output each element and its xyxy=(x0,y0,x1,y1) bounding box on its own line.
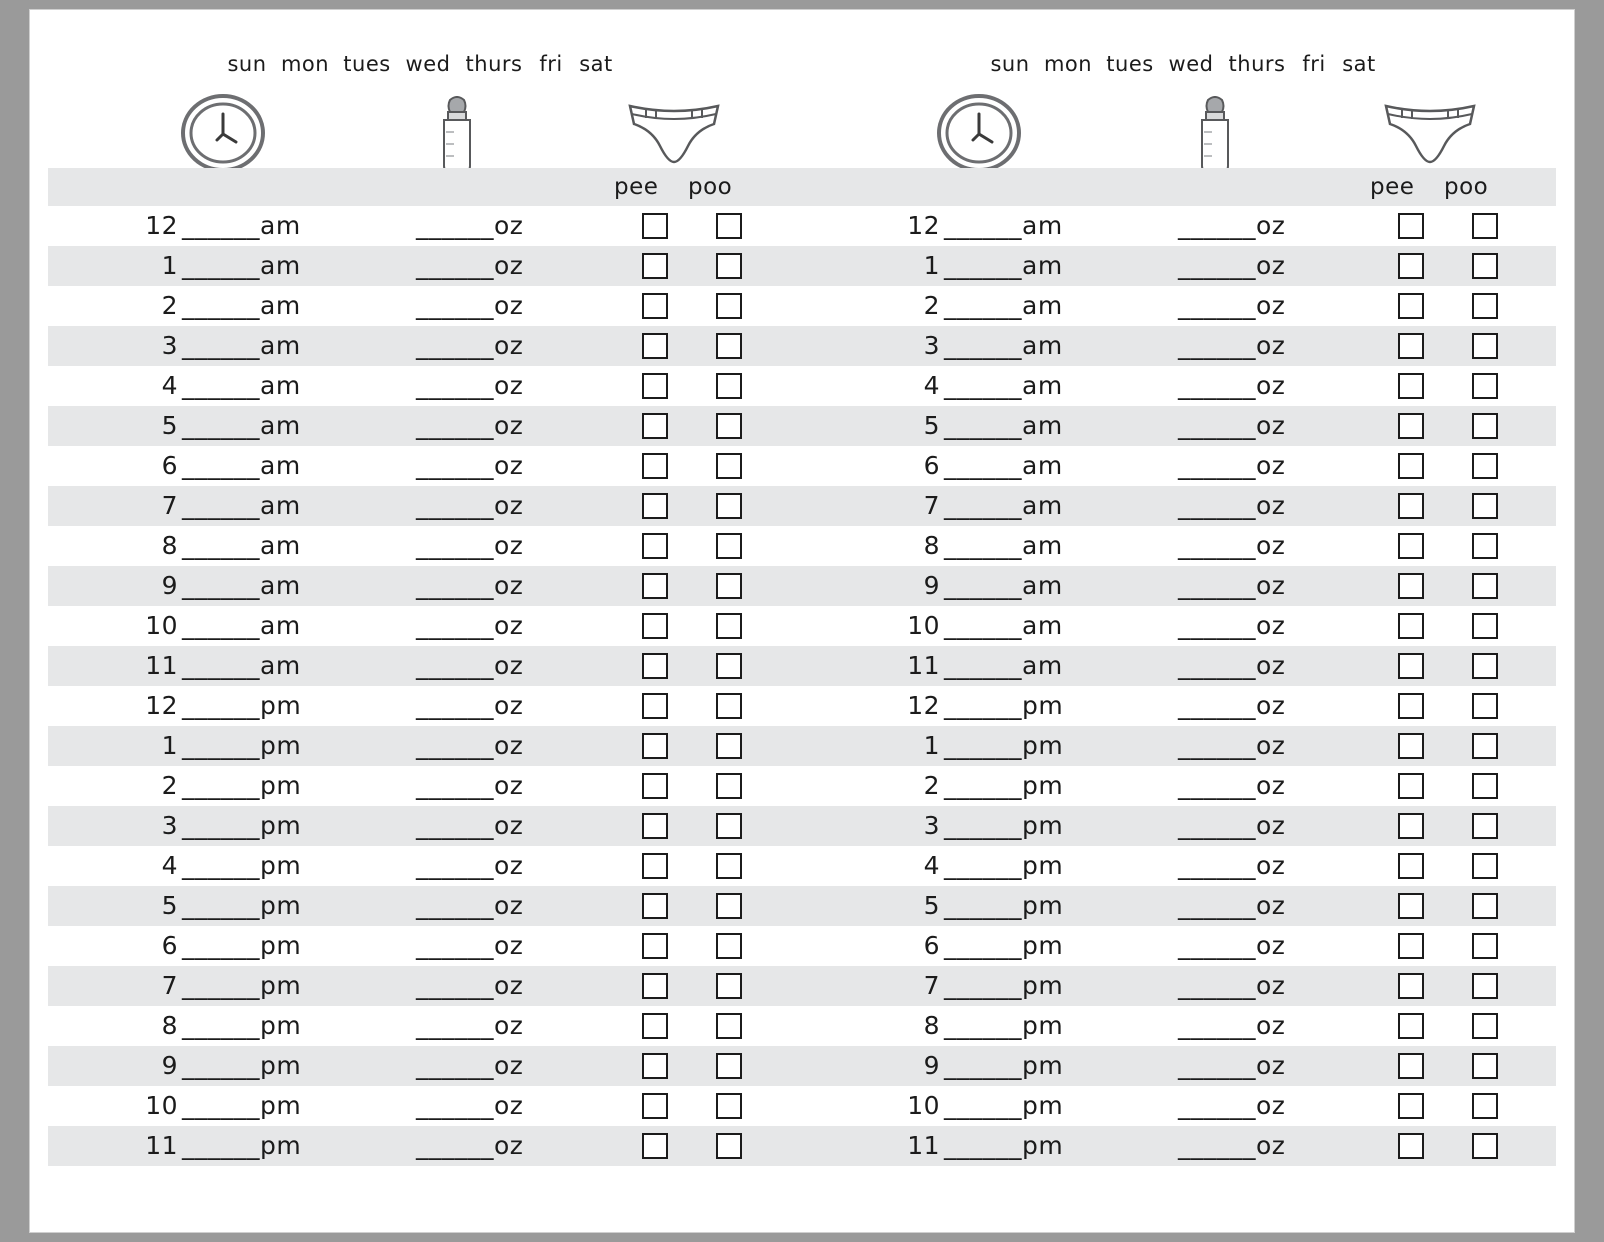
ounces-blank-field[interactable]: ______oz xyxy=(1178,251,1286,280)
hour-label: 12 xyxy=(907,691,940,720)
day-tues-right[interactable]: tues xyxy=(1106,52,1154,76)
time-blank-field[interactable]: ______pm xyxy=(944,931,1064,960)
time-blank-field[interactable]: ______am xyxy=(182,331,301,360)
poo-checkbox[interactable] xyxy=(1472,573,1498,599)
ounces-blank-field[interactable]: ______oz xyxy=(416,1051,524,1080)
time-blank-field[interactable]: ______pm xyxy=(182,731,302,760)
poo-checkbox[interactable] xyxy=(716,253,742,279)
hour-label: 9 xyxy=(923,571,940,600)
poo-checkbox[interactable] xyxy=(1472,413,1498,439)
ounces-blank-field[interactable]: ______oz xyxy=(416,731,524,760)
table-row xyxy=(48,366,1556,406)
day-thurs-right[interactable]: thurs xyxy=(1228,52,1286,76)
clock-icon-right xyxy=(936,92,1022,178)
table-row xyxy=(48,686,1556,726)
ounces-blank-field[interactable]: ______oz xyxy=(416,411,524,440)
diaper-icon-right xyxy=(1382,100,1478,170)
time-blank-field[interactable]: ______pm xyxy=(182,1051,302,1080)
table-row xyxy=(48,1126,1556,1166)
pee-checkbox[interactable] xyxy=(1398,973,1424,999)
ounces-blank-field[interactable]: ______oz xyxy=(416,1011,524,1040)
pee-checkbox[interactable] xyxy=(642,733,668,759)
bottle-icon-left xyxy=(428,96,486,178)
poo-checkbox[interactable] xyxy=(716,1013,742,1039)
hour-label: 11 xyxy=(907,1131,940,1160)
table-row xyxy=(48,606,1556,646)
hour-label: 6 xyxy=(923,451,940,480)
hour-label: 6 xyxy=(161,451,178,480)
hour-label: 8 xyxy=(161,1011,178,1040)
time-blank-field[interactable]: ______am xyxy=(182,611,301,640)
poo-checkbox[interactable] xyxy=(716,853,742,879)
hour-label: 9 xyxy=(161,1051,178,1080)
ounces-blank-field[interactable]: ______oz xyxy=(416,251,524,280)
ounces-blank-field[interactable]: ______oz xyxy=(1178,851,1286,880)
table-row xyxy=(48,926,1556,966)
table-row xyxy=(48,726,1556,766)
poo-checkbox[interactable] xyxy=(1472,453,1498,479)
poo-checkbox[interactable] xyxy=(1472,853,1498,879)
hour-label: 7 xyxy=(161,491,178,520)
pee-checkbox[interactable] xyxy=(642,1053,668,1079)
pee-checkbox[interactable] xyxy=(642,373,668,399)
pee-checkbox[interactable] xyxy=(642,453,668,479)
time-blank-field[interactable]: ______am xyxy=(944,531,1063,560)
ounces-blank-field[interactable]: ______oz xyxy=(1178,331,1286,360)
ounces-blank-field[interactable]: ______oz xyxy=(1178,411,1286,440)
pee-checkbox[interactable] xyxy=(642,213,668,239)
poo-checkbox[interactable] xyxy=(716,653,742,679)
pee-checkbox[interactable] xyxy=(642,573,668,599)
chart-sheet xyxy=(30,10,1574,1232)
ounces-blank-field[interactable]: ______oz xyxy=(416,451,524,480)
hour-label: 4 xyxy=(923,371,940,400)
hour-label: 10 xyxy=(907,1091,940,1120)
hour-label: 4 xyxy=(923,851,940,880)
day-wed-right[interactable]: wed xyxy=(1168,52,1214,76)
ounces-blank-field[interactable]: ______oz xyxy=(1178,491,1286,520)
hour-label: 11 xyxy=(145,651,178,680)
poo-checkbox[interactable] xyxy=(1472,933,1498,959)
table-row xyxy=(48,246,1556,286)
hour-label: 3 xyxy=(161,811,178,840)
pee-checkbox[interactable] xyxy=(642,1013,668,1039)
pee-checkbox[interactable] xyxy=(1398,293,1424,319)
hour-label: 9 xyxy=(161,571,178,600)
worksheet-page xyxy=(30,10,1574,1232)
ounces-blank-field[interactable]: ______oz xyxy=(1178,531,1286,560)
poo-checkbox[interactable] xyxy=(716,893,742,919)
hour-label: 5 xyxy=(161,411,178,440)
poo-checkbox[interactable] xyxy=(716,293,742,319)
table-row xyxy=(48,886,1556,926)
table-row xyxy=(48,526,1556,566)
pee-checkbox[interactable] xyxy=(1398,853,1424,879)
time-blank-field[interactable]: ______pm xyxy=(944,851,1064,880)
table-row xyxy=(48,766,1556,806)
poo-checkbox[interactable] xyxy=(716,693,742,719)
poo-checkbox[interactable] xyxy=(1472,213,1498,239)
ounces-blank-field[interactable]: ______oz xyxy=(416,531,524,560)
day-mon-left[interactable]: mon xyxy=(280,52,330,76)
time-blank-field[interactable]: ______am xyxy=(182,371,301,400)
poo-checkbox[interactable] xyxy=(716,1093,742,1119)
poo-checkbox[interactable] xyxy=(1472,493,1498,519)
hour-label: 11 xyxy=(907,651,940,680)
time-blank-field[interactable]: ______pm xyxy=(182,1011,302,1040)
hour-label: 2 xyxy=(161,771,178,800)
poo-checkbox[interactable] xyxy=(1472,973,1498,999)
days-of-week-left xyxy=(220,52,620,76)
poo-checkbox[interactable] xyxy=(1472,1133,1498,1159)
pee-checkbox[interactable] xyxy=(642,933,668,959)
pee-checkbox[interactable] xyxy=(1398,773,1424,799)
pee-checkbox[interactable] xyxy=(1398,893,1424,919)
time-blank-field[interactable]: ______pm xyxy=(182,1131,302,1160)
poo-checkbox[interactable] xyxy=(716,493,742,519)
ounces-blank-field[interactable]: ______oz xyxy=(1178,971,1286,1000)
table-row xyxy=(48,326,1556,366)
poo-checkbox[interactable] xyxy=(716,533,742,559)
hour-label: 2 xyxy=(161,291,178,320)
time-blank-field[interactable]: ______pm xyxy=(182,931,302,960)
hour-label: 3 xyxy=(923,811,940,840)
hour-label: 3 xyxy=(161,331,178,360)
day-sun-left[interactable]: sun xyxy=(227,52,267,76)
pee-checkbox[interactable] xyxy=(642,653,668,679)
ounces-blank-field[interactable]: ______oz xyxy=(1178,891,1286,920)
hour-label: 1 xyxy=(161,251,178,280)
pee-checkbox[interactable] xyxy=(1398,373,1424,399)
day-sat-right[interactable]: sat xyxy=(1342,52,1376,76)
pee-checkbox[interactable] xyxy=(1398,413,1424,439)
time-blank-field[interactable]: ______pm xyxy=(182,891,302,920)
poo-checkbox[interactable] xyxy=(1472,333,1498,359)
poo-checkbox[interactable] xyxy=(716,213,742,239)
pee-checkbox[interactable] xyxy=(1398,213,1424,239)
hour-label: 6 xyxy=(923,931,940,960)
bottle-icon-right xyxy=(1186,96,1244,178)
poo-checkbox[interactable] xyxy=(716,453,742,479)
table-row xyxy=(48,406,1556,446)
ounces-blank-field[interactable]: ______oz xyxy=(416,1091,524,1120)
time-blank-field[interactable]: ______am xyxy=(944,371,1063,400)
poo-checkbox[interactable] xyxy=(716,613,742,639)
pee-checkbox[interactable] xyxy=(642,333,668,359)
table-row xyxy=(48,206,1556,246)
time-blank-field[interactable]: ______pm xyxy=(944,771,1064,800)
pee-checkbox[interactable] xyxy=(642,813,668,839)
pee-checkbox[interactable] xyxy=(1398,613,1424,639)
time-blank-field[interactable]: ______am xyxy=(182,211,301,240)
table-row xyxy=(48,1086,1556,1126)
hour-label: 4 xyxy=(161,851,178,880)
pee-checkbox[interactable] xyxy=(642,773,668,799)
poo-checkbox[interactable] xyxy=(716,413,742,439)
days-of-week-right xyxy=(983,52,1383,76)
time-blank-field[interactable]: ______am xyxy=(944,611,1063,640)
time-blank-field[interactable]: ______pm xyxy=(944,691,1064,720)
poo-checkbox[interactable] xyxy=(716,1133,742,1159)
hour-label: 12 xyxy=(145,211,178,240)
time-blank-field[interactable]: ______pm xyxy=(944,1011,1064,1040)
time-blank-field[interactable]: ______pm xyxy=(944,1051,1064,1080)
hour-label: 6 xyxy=(161,931,178,960)
ounces-blank-field[interactable]: ______oz xyxy=(416,651,524,680)
pee-checkbox[interactable] xyxy=(642,1133,668,1159)
pee-checkbox[interactable] xyxy=(1398,933,1424,959)
hour-label: 9 xyxy=(923,1051,940,1080)
pee-checkbox[interactable] xyxy=(642,613,668,639)
hour-label: 8 xyxy=(923,531,940,560)
time-blank-field[interactable]: ______am xyxy=(944,571,1063,600)
table-row xyxy=(48,446,1556,486)
pee-header-right: pee xyxy=(1370,174,1415,200)
clock-icon-left xyxy=(180,92,266,178)
hour-label: 7 xyxy=(161,971,178,1000)
hour-rows xyxy=(48,206,1556,1166)
ounces-blank-field[interactable]: ______oz xyxy=(416,891,524,920)
time-blank-field[interactable]: ______am xyxy=(182,531,301,560)
poo-checkbox[interactable] xyxy=(716,573,742,599)
ounces-blank-field[interactable]: ______oz xyxy=(416,211,524,240)
pee-checkbox[interactable] xyxy=(1398,493,1424,519)
ounces-blank-field[interactable]: ______oz xyxy=(1178,571,1286,600)
table-row xyxy=(48,966,1556,1006)
hour-label: 4 xyxy=(161,371,178,400)
ounces-blank-field[interactable]: ______oz xyxy=(1178,691,1286,720)
ounces-blank-field[interactable]: ______oz xyxy=(1178,731,1286,760)
pee-checkbox[interactable] xyxy=(1398,813,1424,839)
hour-label: 1 xyxy=(923,731,940,760)
poo-checkbox[interactable] xyxy=(1472,253,1498,279)
ounces-blank-field[interactable]: ______oz xyxy=(416,851,524,880)
day-sun-right[interactable]: sun xyxy=(990,52,1030,76)
table-row xyxy=(48,806,1556,846)
time-blank-field[interactable]: ______pm xyxy=(182,811,302,840)
poo-checkbox[interactable] xyxy=(716,973,742,999)
pee-checkbox[interactable] xyxy=(642,973,668,999)
time-blank-field[interactable]: ______am xyxy=(944,451,1063,480)
poo-header-left: poo xyxy=(688,174,733,200)
ounces-blank-field[interactable]: ______oz xyxy=(1178,611,1286,640)
time-blank-field[interactable]: ______am xyxy=(182,451,301,480)
ounces-blank-field[interactable]: ______oz xyxy=(416,931,524,960)
hour-label: 8 xyxy=(161,531,178,560)
poo-checkbox[interactable] xyxy=(716,733,742,759)
ounces-blank-field[interactable]: ______oz xyxy=(1178,211,1286,240)
time-blank-field[interactable]: ______pm xyxy=(944,731,1064,760)
hour-label: 10 xyxy=(907,611,940,640)
time-blank-field[interactable]: ______am xyxy=(944,211,1063,240)
hour-label: 10 xyxy=(145,611,178,640)
hour-label: 2 xyxy=(923,291,940,320)
pee-checkbox[interactable] xyxy=(1398,733,1424,759)
time-blank-field[interactable]: ______am xyxy=(944,411,1063,440)
ounces-blank-field[interactable]: ______oz xyxy=(1178,1051,1286,1080)
ounces-blank-field[interactable]: ______oz xyxy=(1178,291,1286,320)
time-blank-field[interactable]: ______pm xyxy=(182,851,302,880)
time-blank-field[interactable]: ______pm xyxy=(182,971,302,1000)
pee-checkbox[interactable] xyxy=(1398,253,1424,279)
poo-checkbox[interactable] xyxy=(1472,733,1498,759)
ounces-blank-field[interactable]: ______oz xyxy=(1178,931,1286,960)
day-fri-right[interactable]: fri xyxy=(1302,52,1326,76)
poo-checkbox[interactable] xyxy=(716,813,742,839)
hour-label: 1 xyxy=(923,251,940,280)
ounces-blank-field[interactable]: ______oz xyxy=(1178,651,1286,680)
time-blank-field[interactable]: ______pm xyxy=(944,811,1064,840)
hour-label: 8 xyxy=(923,1011,940,1040)
poo-checkbox[interactable] xyxy=(1472,893,1498,919)
time-blank-field[interactable]: ______am xyxy=(944,651,1063,680)
poo-checkbox[interactable] xyxy=(716,773,742,799)
ounces-blank-field[interactable]: ______oz xyxy=(1178,1091,1286,1120)
hour-label: 2 xyxy=(923,771,940,800)
day-mon-right[interactable]: mon xyxy=(1043,52,1093,76)
poo-checkbox[interactable] xyxy=(1472,293,1498,319)
ounces-blank-field[interactable]: ______oz xyxy=(1178,811,1286,840)
ounces-blank-field[interactable]: ______oz xyxy=(1178,771,1286,800)
table-row xyxy=(48,286,1556,326)
poo-checkbox[interactable] xyxy=(1472,1053,1498,1079)
time-blank-field[interactable]: ______pm xyxy=(182,691,302,720)
table-row xyxy=(48,1006,1556,1046)
time-blank-field[interactable]: ______am xyxy=(944,251,1063,280)
pee-checkbox[interactable] xyxy=(642,493,668,519)
hour-label: 5 xyxy=(923,891,940,920)
pee-checkbox[interactable] xyxy=(1398,333,1424,359)
table-row xyxy=(48,646,1556,686)
pee-checkbox[interactable] xyxy=(1398,1053,1424,1079)
table-row xyxy=(48,846,1556,886)
ounces-blank-field[interactable]: ______oz xyxy=(1178,1131,1286,1160)
pee-checkbox[interactable] xyxy=(1398,1013,1424,1039)
day-fri-left[interactable]: fri xyxy=(539,52,563,76)
poo-header-right: poo xyxy=(1444,174,1489,200)
pee-checkbox[interactable] xyxy=(642,853,668,879)
poo-checkbox[interactable] xyxy=(716,333,742,359)
pee-header-left: pee xyxy=(614,174,659,200)
hour-label: 11 xyxy=(145,1131,178,1160)
poo-checkbox[interactable] xyxy=(1472,533,1498,559)
ounces-blank-field[interactable]: ______oz xyxy=(416,971,524,1000)
ounces-blank-field[interactable]: ______oz xyxy=(416,771,524,800)
hour-label: 12 xyxy=(145,691,178,720)
ounces-blank-field[interactable]: ______oz xyxy=(1178,1011,1286,1040)
pee-checkbox[interactable] xyxy=(1398,573,1424,599)
day-thurs-left[interactable]: thurs xyxy=(465,52,523,76)
poo-checkbox[interactable] xyxy=(1472,1013,1498,1039)
time-blank-field[interactable]: ______pm xyxy=(944,891,1064,920)
day-sat-left[interactable]: sat xyxy=(579,52,613,76)
pee-checkbox[interactable] xyxy=(1398,453,1424,479)
ounces-blank-field[interactable]: ______oz xyxy=(416,291,524,320)
time-blank-field[interactable]: ______pm xyxy=(944,1131,1064,1160)
time-blank-field[interactable]: ______pm xyxy=(182,1091,302,1120)
time-blank-field[interactable]: ______am xyxy=(182,251,301,280)
pee-checkbox[interactable] xyxy=(1398,693,1424,719)
poo-checkbox[interactable] xyxy=(1472,613,1498,639)
hour-label: 1 xyxy=(161,731,178,760)
hour-label: 5 xyxy=(161,891,178,920)
time-blank-field[interactable]: ______am xyxy=(182,571,301,600)
poo-checkbox[interactable] xyxy=(1472,693,1498,719)
pee-checkbox[interactable] xyxy=(642,293,668,319)
pee-checkbox[interactable] xyxy=(642,893,668,919)
pee-checkbox[interactable] xyxy=(642,533,668,559)
time-blank-field[interactable]: ______am xyxy=(944,331,1063,360)
poo-checkbox[interactable] xyxy=(716,1053,742,1079)
time-blank-field[interactable]: ______am xyxy=(182,491,301,520)
time-blank-field[interactable]: ______pm xyxy=(944,971,1064,1000)
hour-label: 7 xyxy=(923,971,940,1000)
hour-label: 3 xyxy=(923,331,940,360)
column-header-strip xyxy=(48,168,1556,206)
pee-checkbox[interactable] xyxy=(642,413,668,439)
pee-checkbox[interactable] xyxy=(1398,653,1424,679)
time-blank-field[interactable]: ______am xyxy=(182,411,301,440)
ounces-blank-field[interactable]: ______oz xyxy=(416,1131,524,1160)
hour-label: 10 xyxy=(145,1091,178,1120)
poo-checkbox[interactable] xyxy=(1472,1093,1498,1119)
table-row xyxy=(48,486,1556,526)
ounces-blank-field[interactable]: ______oz xyxy=(1178,371,1286,400)
ounces-blank-field[interactable]: ______oz xyxy=(416,611,524,640)
ounces-blank-field[interactable]: ______oz xyxy=(416,811,524,840)
poo-checkbox[interactable] xyxy=(716,373,742,399)
poo-checkbox[interactable] xyxy=(1472,813,1498,839)
ounces-blank-field[interactable]: ______oz xyxy=(416,491,524,520)
ounces-blank-field[interactable]: ______oz xyxy=(416,371,524,400)
ounces-blank-field[interactable]: ______oz xyxy=(416,571,524,600)
hour-label: 5 xyxy=(923,411,940,440)
diaper-icon-left xyxy=(626,100,722,170)
poo-checkbox[interactable] xyxy=(1472,653,1498,679)
ounces-blank-field[interactable]: ______oz xyxy=(416,331,524,360)
time-blank-field[interactable]: ______am xyxy=(944,291,1063,320)
time-blank-field[interactable]: ______am xyxy=(182,291,301,320)
day-tues-left[interactable]: tues xyxy=(343,52,391,76)
ounces-blank-field[interactable]: ______oz xyxy=(1178,451,1286,480)
poo-checkbox[interactable] xyxy=(1472,373,1498,399)
time-blank-field[interactable]: ______am xyxy=(182,651,301,680)
table-row xyxy=(48,566,1556,606)
pee-checkbox[interactable] xyxy=(642,253,668,279)
table-row xyxy=(48,1046,1556,1086)
pee-checkbox[interactable] xyxy=(1398,1093,1424,1119)
day-wed-left[interactable]: wed xyxy=(405,52,451,76)
poo-checkbox[interactable] xyxy=(716,933,742,959)
pee-checkbox[interactable] xyxy=(642,693,668,719)
time-blank-field[interactable]: ______pm xyxy=(182,771,302,800)
hour-label: 12 xyxy=(907,211,940,240)
poo-checkbox[interactable] xyxy=(1472,773,1498,799)
time-blank-field[interactable]: ______am xyxy=(944,491,1063,520)
pee-checkbox[interactable] xyxy=(1398,1133,1424,1159)
pee-checkbox[interactable] xyxy=(642,1093,668,1119)
hour-label: 7 xyxy=(923,491,940,520)
pee-checkbox[interactable] xyxy=(1398,533,1424,559)
ounces-blank-field[interactable]: ______oz xyxy=(416,691,524,720)
time-blank-field[interactable]: ______pm xyxy=(944,1091,1064,1120)
